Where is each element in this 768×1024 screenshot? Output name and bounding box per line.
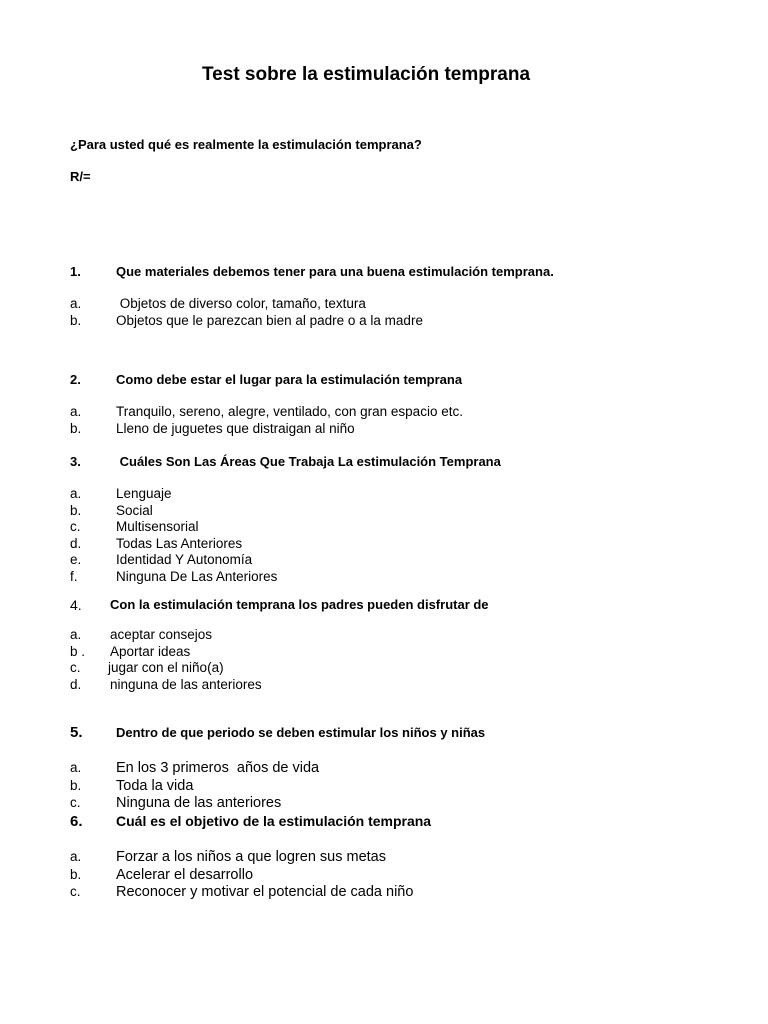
option-letter: c. xyxy=(70,795,81,811)
option-text: En los 3 primeros años de vida xyxy=(116,760,320,776)
option-text: Ninguna De Las Anteriores xyxy=(116,568,278,584)
option-letter: f. xyxy=(70,568,78,584)
option-text: Ninguna de las anteriores xyxy=(116,795,282,812)
option-letter: a. xyxy=(70,849,82,864)
option-letter: b . xyxy=(70,643,86,659)
option-letter: b. xyxy=(70,502,82,518)
question-text: Cuáles Son Las Áreas Que Trabaja La estimulación Temprana xyxy=(116,454,501,469)
option-text: jugar con el niño(a) xyxy=(108,660,224,675)
option-letter: c. xyxy=(70,884,81,900)
question-number: 2. xyxy=(70,372,81,387)
option-letter: a. xyxy=(70,760,82,775)
option-letter: b. xyxy=(70,420,82,436)
question-number: 5. xyxy=(70,724,83,741)
option-letter: b. xyxy=(70,777,82,793)
option-text: Objetos que le parezcan bien al padre o a la madre xyxy=(116,312,423,328)
question-text: Dentro de que periodo se deben estimular los niños y niñas xyxy=(116,725,486,740)
option-letter: a. xyxy=(70,627,82,642)
question-number: 3. xyxy=(70,454,81,469)
option-text: Social xyxy=(116,502,153,518)
option-letter: b. xyxy=(70,866,82,882)
question-text: Como debe estar el lugar para la estimulación temprana xyxy=(116,372,463,387)
option-text: Acelerar el desarrollo xyxy=(116,866,254,883)
option-text: Aportar ideas xyxy=(110,643,191,659)
option-text: Lenguaje xyxy=(116,486,172,501)
option-text: Tranquilo, sereno, alegre, ventilado, con gran espacio etc. xyxy=(116,404,463,419)
option-text: Lleno de juguetes que distraigan al niño xyxy=(116,420,355,436)
intro-question: ¿Para usted qué es realmente la estimulación temprana? xyxy=(70,137,422,152)
option-text: Objetos de diverso color, tamaño, textura xyxy=(116,296,366,311)
option-text: Forzar a los niños a que logren sus metas xyxy=(116,849,386,865)
option-text: Reconocer y motivar el potencial de cada niño xyxy=(116,884,414,901)
option-letter: d. xyxy=(70,535,82,551)
option-text: Identidad Y Autonomía xyxy=(116,552,253,567)
question-text: Con la estimulación temprana los padres pueden disfrutar de xyxy=(110,597,489,612)
option-letter: d. xyxy=(70,676,82,692)
answer-prompt: R/= xyxy=(70,169,91,184)
option-text: ninguna de las anteriores xyxy=(110,676,262,692)
option-letter: e. xyxy=(70,552,82,567)
option-letter: c. xyxy=(70,519,81,534)
option-letter: b. xyxy=(70,312,82,328)
option-text: Multisensorial xyxy=(116,519,199,534)
question-number: 1. xyxy=(70,264,81,279)
question-number: 4. xyxy=(70,597,82,613)
page-title: Test sobre la estimulación temprana xyxy=(201,64,531,85)
option-letter: a. xyxy=(70,296,82,311)
option-letter: a. xyxy=(70,404,82,419)
question-text: Cuál es el objetivo de la estimulación temprana xyxy=(116,813,432,829)
option-text: Todas Las Anteriores xyxy=(116,535,243,551)
question-number: 6. xyxy=(70,813,83,830)
option-text: Toda la vida xyxy=(116,777,194,794)
option-letter: c. xyxy=(70,660,81,675)
question-text: Que materiales debemos tener para una buena estimulación temprana. xyxy=(116,264,554,279)
option-text: aceptar consejos xyxy=(110,627,213,642)
option-letter: a. xyxy=(70,486,82,501)
